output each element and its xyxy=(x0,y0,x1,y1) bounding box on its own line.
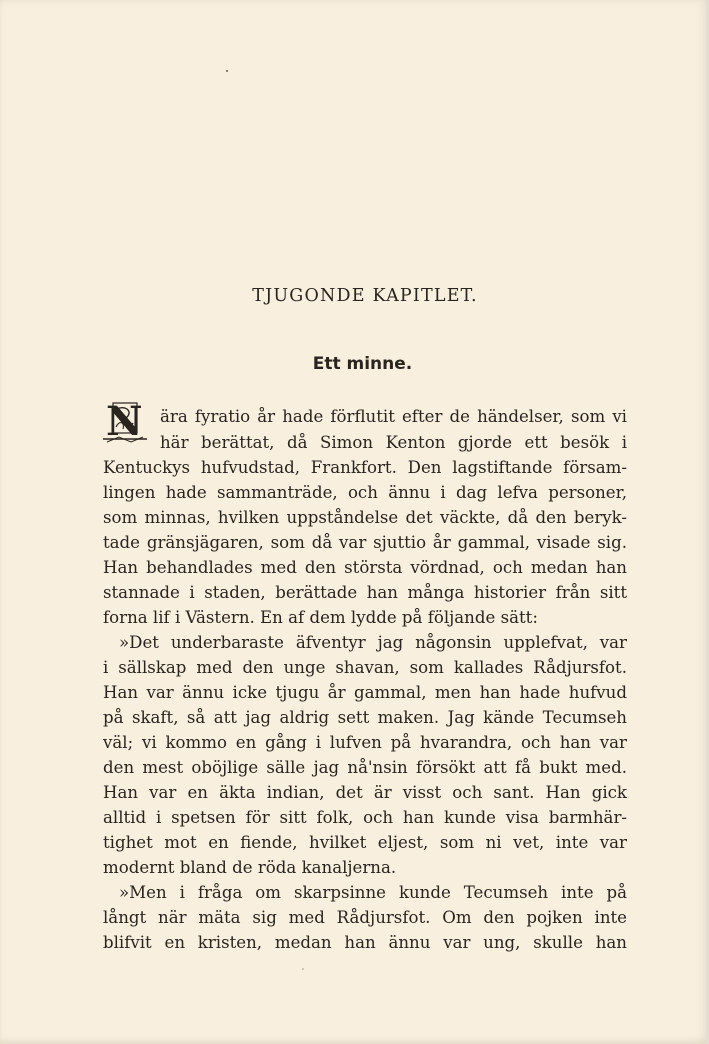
paper-speck xyxy=(302,968,304,970)
text-line: stannade i staden, berättade han många historier från sitt xyxy=(103,583,627,602)
text-line: Kentuckys hufvudstad, Frankfort. Den lagstiftande försam- xyxy=(103,458,627,477)
text-line: tade gränsjägaren, som då var sjuttio år gammal, visade sig. xyxy=(103,533,627,552)
text-line: forna lif i Västern. En af dem lydde på följande sätt: xyxy=(103,608,538,627)
dropcap-n-ornament xyxy=(103,397,149,445)
text-line: Han behandlades med den största vördnad, och medan han xyxy=(103,558,627,577)
text-line: Han var en äkta indian, det är visst och sant. Han gick xyxy=(103,783,627,802)
text-line: här berättat, då Simon Kenton gjorde ett besök i xyxy=(160,433,627,452)
text-line: väl; vi kommo en gång i lufven på hvarandra, och han var xyxy=(103,733,627,752)
text-line: alltid i spetsen för sitt folk, och han kunde visa barmhär- xyxy=(103,808,627,827)
text-line: ära fyratio år hade förflutit efter de händelser, som vi xyxy=(160,407,627,426)
section-title: Ett minne. xyxy=(312,354,413,374)
text-line: den mest oböjlige sälle jag nå'nsin försökt att få bukt med. xyxy=(103,758,627,777)
text-line: blifvit en kristen, medan han ännu var ung, skulle han xyxy=(103,933,627,952)
text-line: »Det underbaraste äfventyr jag någonsin upplefvat, var xyxy=(119,633,627,652)
text-line: på skaft, så att jag aldrig sett maken. Jag kände Tecumseh xyxy=(103,708,627,727)
text-line: modernt bland de röda kanaljerna. xyxy=(103,858,397,877)
text-line: långt när mäta sig med Rådjursfot. Om den pojken inte xyxy=(103,908,627,927)
text-line: »Men i fråga om skarpsinne kunde Tecumseh inte på xyxy=(119,883,627,902)
dropcap-letter: N xyxy=(106,398,143,445)
paper-speck xyxy=(226,70,228,72)
text-line: i sällskap med den unge shavan, som kallades Rådjursfot. xyxy=(103,658,627,677)
text-line: tighet mot en fiende, hvilket eljest, som ni vet, inte var xyxy=(103,833,627,852)
text-line: som minnas, hvilken uppståndelse det väckte, då den beryk- xyxy=(103,508,627,527)
ornamental-initial xyxy=(103,397,149,445)
text-line: lingen hade sammanträde, och ännu i dag lefva personer, xyxy=(103,483,627,502)
chapter-heading: TJUGONDE KAPITLET. xyxy=(252,286,478,306)
text-line: Han var ännu icke tjugu år gammal, men han hade hufvud xyxy=(103,683,627,702)
